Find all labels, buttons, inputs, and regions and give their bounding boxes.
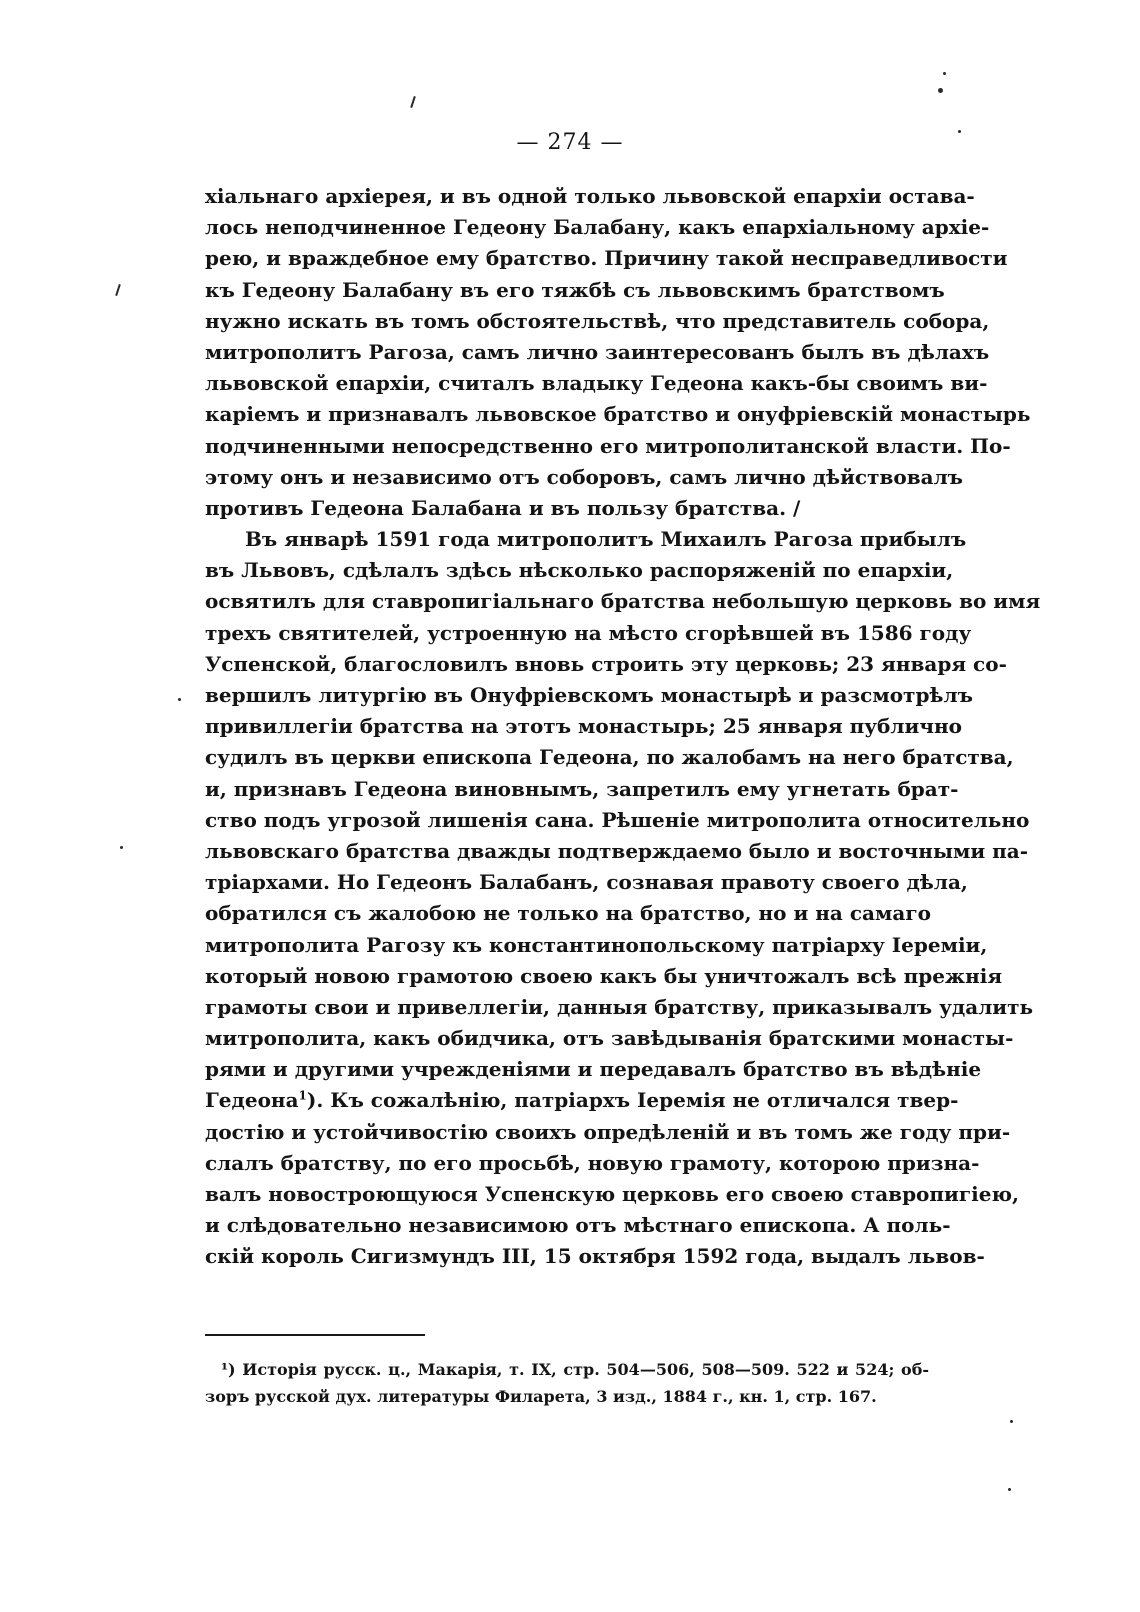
text-line: слалъ братству, по его просьбѣ, новую грамоту, которою призна- <box>205 1150 980 1175</box>
footnote-separator <box>205 1334 425 1336</box>
text-line: лось неподчиненное Гедеону Балабану, какъ епархіальному архіе- <box>205 215 990 240</box>
footnotes <box>205 1356 929 1410</box>
text-line: тріархами. Но Гедеонъ Балабанъ, сознавая правоту своего дѣла, <box>205 870 968 895</box>
scan-speck <box>1010 1420 1013 1423</box>
text-line: нужно искать въ томъ обстоятельствѣ, что представитель собора, <box>205 308 990 333</box>
text-line: судилъ въ церкви епископа Гедеона, по жалобамъ на него братства, <box>205 745 1014 770</box>
paragraph-end-line: противъ Гедеона Балабана и въ пользу братства. / <box>205 495 801 520</box>
text-line: митрополитъ Рагоза, самъ лично заинтересованъ былъ въ дѣлахъ <box>205 339 990 364</box>
scan-speck <box>1008 1488 1011 1491</box>
scan-mark <box>410 96 416 108</box>
text-line: достію и устойчивостію своихъ опредѣленій и въ томъ же году при- <box>205 1119 1011 1144</box>
text-line: трехъ святителей, устроенную на мѣсто сгорѣвшей въ 1586 году <box>205 620 972 645</box>
text-line: рями и другими учрежденіями и передавалъ братство въ вѣдѣніе <box>205 1057 982 1082</box>
scan-speck <box>120 846 123 849</box>
footnote-line: зоръ русской дух. литературы Филарета, 3 изд., 1884 г., кн. 1, стр. 167. <box>205 1387 877 1406</box>
paragraph-start-line: Въ январѣ 1591 года митрополитъ Михаилъ Рагоза прибылъ <box>245 527 967 552</box>
text-line: ство подъ угрозой лишенія сана. Рѣшеніе митрополита относительно <box>205 807 1030 832</box>
footnote-text: Исторія русск. ц., Макарія, т. IX, стр. 504—506, 508—509. 522 и 524; об- <box>242 1360 930 1379</box>
text-line: скій король Сигизмундъ III, 15 октября 1592 года, выдалъ львов- <box>205 1244 985 1269</box>
scan-mark <box>115 284 121 296</box>
text-line: митрополита, какъ обидчика, отъ завѣдыванія братскими монасты- <box>205 1026 1014 1051</box>
text-fragment: ). Къ сожалѣнію, патріархъ Іеремія не отличался твер- <box>306 1088 959 1113</box>
text-line: вершилъ литургію въ Онуфріевскомъ монастырѣ и разсмотрѣлъ <box>205 683 973 707</box>
text-line: львовской епархіи, считалъ владыку Гедеона какъ-бы своимъ ви- <box>205 371 988 396</box>
text-line: въ Львовъ, сдѣлалъ здѣсь нѣсколько распоряженій по епархіи, <box>205 558 954 583</box>
text-line: рею, и враждебное ему братство. Причину такой несправедливости <box>205 246 1008 271</box>
text-line: и, признавъ Гедеона виновнымъ, запретилъ ему угнетать брат- <box>205 776 959 801</box>
text-line: митрополита Рагозу къ константинопольскому патріарху Іереміи, <box>205 932 988 957</box>
footnote-reference-line <box>205 1085 959 1116</box>
text-line: этому онъ и независимо отъ соборовъ, самъ лично дѣйствовалъ <box>205 464 964 489</box>
scan-speck <box>938 88 943 93</box>
scan-speck <box>943 72 946 75</box>
footnote-reference[interactable]: 1 <box>298 1088 307 1103</box>
text-line: подчиненными непосредственно его митрополитанской власти. По- <box>205 433 1011 458</box>
text-line: грамоты свои и привеллегіи, данныя братству, приказывалъ удалить <box>205 994 1034 1019</box>
text-line: который новою грамотою своею какъ бы уничтожалъ всѣ прежнія <box>205 963 1003 988</box>
text-line: освятилъ для ставропигіальнаго братства небольшую церковь во имя <box>205 589 1041 614</box>
text-line: обратился съ жалобою не только на братство, но и на самаго <box>205 901 931 926</box>
text-fragment: Гедеона <box>205 1088 299 1113</box>
main-text <box>205 181 1041 1273</box>
text-line: каріемъ и признавалъ львовское братство и онуфріевскій монастырь <box>205 402 1031 427</box>
text-line: валъ новостроющуюся Успенскую церковь его своею ставропигіею, <box>205 1182 1019 1206</box>
footnote-line <box>205 1356 929 1383</box>
text-line: и слѣдовательно независимою отъ мѣстнаго епископа. А поль- <box>205 1213 951 1238</box>
scan-speck <box>178 698 181 701</box>
page-number: — 274 — <box>516 130 624 155</box>
scan-speck <box>958 130 961 133</box>
footnote-marker: ¹) <box>221 1360 236 1379</box>
text-line: хіальнаго архіерея, и въ одной только львовской епархіи остава- <box>205 184 975 208</box>
text-line: привиллегіи братства на этотъ монастырь; 25 января публично <box>205 714 962 739</box>
text-line: къ Гедеону Балабану въ его тяжбѣ съ львовскимъ братствомъ <box>205 277 945 302</box>
text-line: львовскаго братства дважды подтверждаемо было и восточными па- <box>205 838 1029 863</box>
text-line: Успенской, благословилъ вновь строить эту церковь; 23 января со- <box>205 651 1007 676</box>
